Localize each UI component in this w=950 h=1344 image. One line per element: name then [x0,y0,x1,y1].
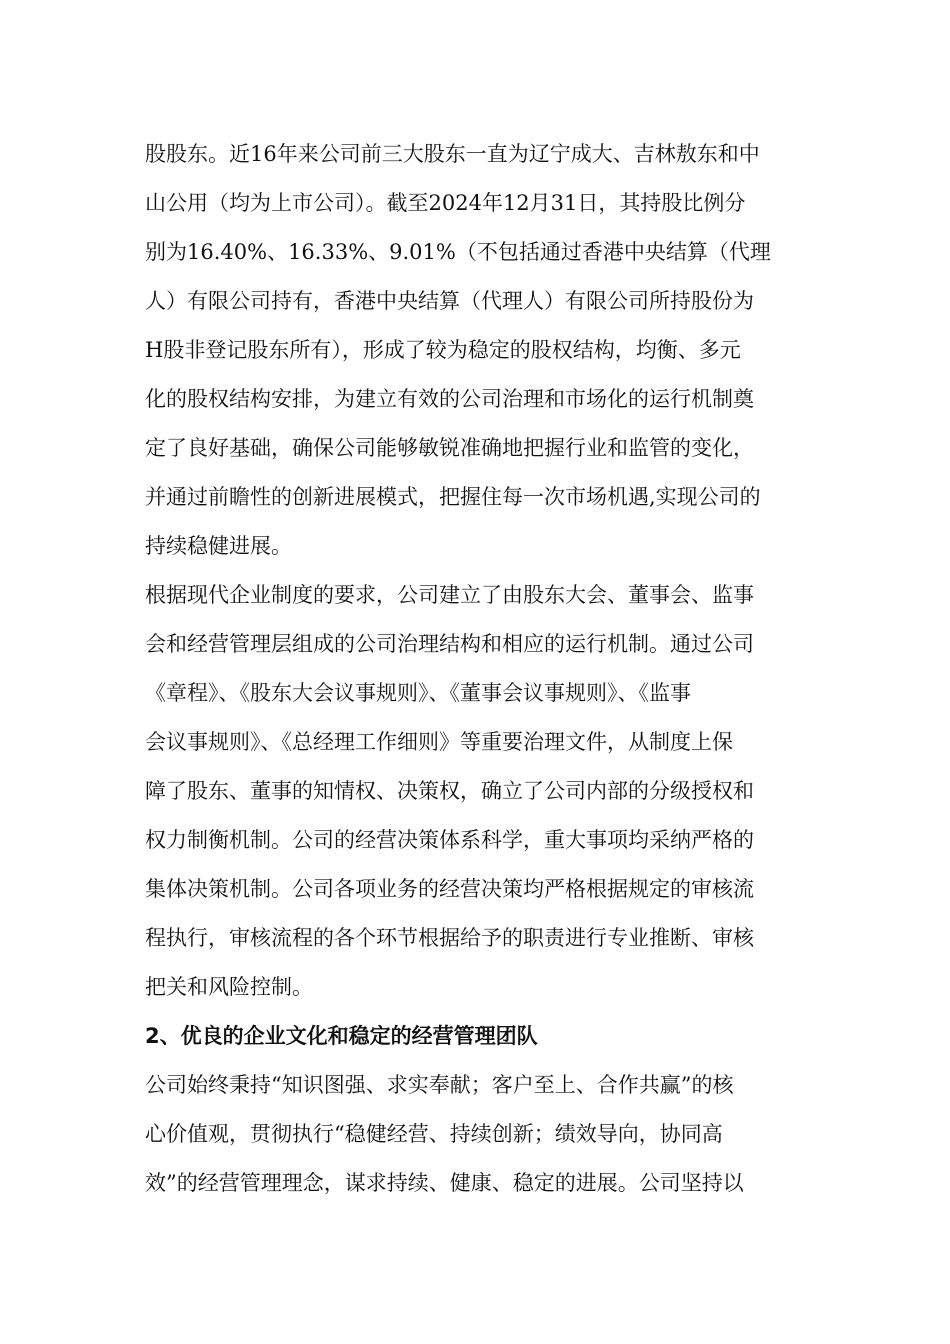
text-line: 会和经营管理层组成的公司治理结构和相应的运行机制。通过公司 [145,632,754,656]
text-line: 并通过前瞻性的创新进展模式，把握住每一次市场机遇,实现公司的 [145,485,761,509]
text-line: 集体决策机制。公司各项业务的经营决策均严格根据规定的审核流 [145,877,754,901]
text-line: 定了良好基础，确保公司能够敏锐准确地把握行业和监管的变化， [145,436,754,460]
paragraph-governance [145,571,810,1012]
paragraph-culture [145,1061,810,1208]
text-line: 权力制衡机制。公司的经营决策体系科学，重大事项均采纳严格的 [145,828,754,852]
text-line: 心价值观，贯彻执行“稳健经营、持续创新；绩效导向，协同高 [145,1122,723,1146]
text-line: 公司始终秉持“知识图强、求实奉献；客户至上、合作共赢”的核 [145,1073,734,1097]
text-line: H股非登记股东所有），形成了较为稳定的股权结构，均衡、多元 [145,338,741,362]
document-body [145,130,810,1208]
text-line: 人）有限公司持有，香港中央结算（代理人）有限公司所持股份为 [145,289,754,313]
text-line: 化的股权结构安排，为建立有效的公司治理和市场化的运行机制奠 [145,387,754,411]
section-heading: 2、优良的企业文化和稳定的经营管理团队 [145,1024,538,1048]
text-line: 别为16.40%、16.33%、9.01%（不包括通过香港中央结算（代理 [145,240,771,264]
text-line: 山公用（均为上市公司）。截至2024年12月31日，其持股比例分 [145,191,746,215]
text-line: 持续稳健进展。 [145,534,292,558]
text-line: 把关和风险控制。 [145,975,313,999]
text-line: 障了股东、董事的知情权、决策权，确立了公司内部的分级授权和 [145,779,754,803]
text-line: 股股东。近16年来公司前三大股东一直为辽宁成大、吉林敖东和中 [145,142,760,166]
text-line: 《章程》、《股东大会议事规则》、《董事会议事规则》、《监事 [145,681,691,705]
text-line: 会议事规则》、《总经理工作细则》等重要治理文件，从制度上保 [145,730,733,754]
text-line: 程执行，审核流程的各个环节根据给予的职责进行专业推断、审核 [145,926,754,950]
text-line: 根据现代企业制度的要求，公司建立了由股东大会、董事会、监事 [145,583,754,607]
paragraph-shareholding [145,130,810,571]
text-line: 效”的经营管理理念，谋求持续、健康、稳定的进展。公司坚持以 [145,1171,744,1195]
